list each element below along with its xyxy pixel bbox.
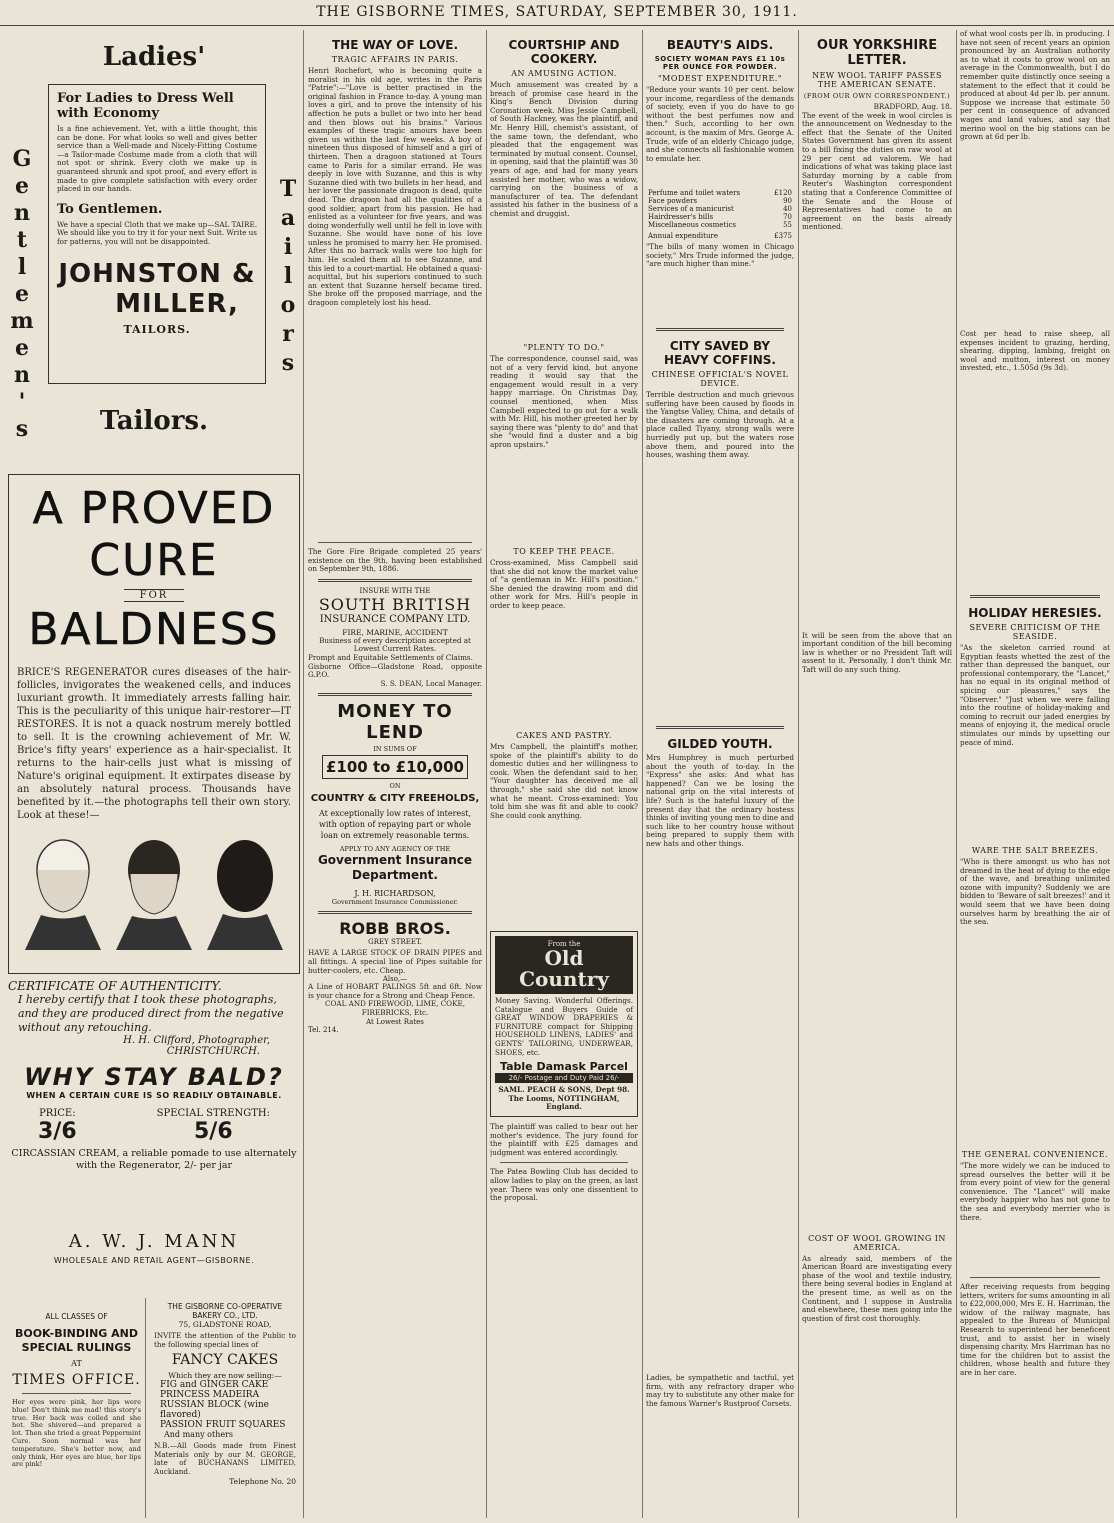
insurance-ad [308, 587, 482, 689]
bookbind-l2: BOOK-BINDING AND SPECIAL RULINGS [14, 1327, 139, 1354]
money-3: £100 to £10,000 [322, 755, 468, 779]
cert-place: CHRISTCHURCH. [166, 1046, 260, 1057]
bookbind-l1: ALL CLASSES OF [45, 1312, 108, 1321]
expenditure-amount: £120 [774, 189, 792, 197]
expenditure-item: Services of a manicurist [648, 205, 734, 213]
old-country-banner [495, 936, 633, 994]
fire-brigade-note: The Gore Fire Brigade completed 25 years' existence on the 9th, having been established on September 9th, 1886. [308, 547, 482, 574]
ladies-text: Is a fine achievement. Yet, with a little thought, this can be done. For what looks so well and gives better service than a Well-made and Nicely-Fitting Costume—a Tailor-made Costume made from a cloth that will not spot or shrink. Every cloth we make up is guaranteed shrunk and spot proof, and every effort is made to give complete satisfaction with every order placed in our hands. [57, 124, 257, 194]
article-beauty-2: "The bills of many women in Chicago society," Mrs Trude informed the judge, "are much higher than mine." [646, 243, 794, 269]
bookbinding-advertisement [8, 1298, 146, 1518]
ins-1: INSURE WITH THE [359, 586, 431, 595]
sub-wool-tariff: NEW WOOL TARIFF PASSES THE AMERICAN SENATE. [812, 71, 942, 89]
expenditure-row [646, 197, 794, 205]
column-5 [802, 30, 952, 1518]
price-block [38, 1108, 77, 1144]
bookbind-l4: TIMES OFFICE. [12, 1372, 141, 1388]
firm-sub: TAILORS. [123, 322, 191, 336]
agent-advertisement [8, 1205, 300, 1285]
article-courtship-1: Much amusement was created by a breach of promise case heard in the King's Bench Division during Coronation week. Miss Jessie Campbell, of South Hackney, was the plaintiff, and Mr. Henry Hill, chemist's assistant, of the same town, the defendant, who pleaded that the engagement was terminated by mutual consent. Counsel, in opening, said that the plaintiff was 30 years of age, and had for many years assisted her mother, who was a widow, carrying on the business of a manufacturer of tea. The defendant assisted his father in the business of a chemist and druggist. [490, 81, 638, 218]
robb-3: HAVE A LARGE STOCK OF DRAIN PIPES and all fittings. A special line of Pipes suitable for butter-coolers, etc. Cheap. [308, 948, 482, 975]
bookbind-l3: AT [71, 1359, 82, 1368]
bald-body: BRICE'S REGENERATOR cures diseases of the hair-follicles, invigorates the weakened cells, and induces luxuriant growth. It immediately arrests falling hair. This is the peculiarity of this unique hair-restorer—IT RESTORES. It is not a quack nostrum merely bottled to sell. It is the crowning achievement of Mr. W. Brice's fifty years' experience as a hair-specialist. It returns to the hair-cells just what is missing of Nature's original equipment. It extirpates disease by an absolutely natural process. Thousands have benefited by it.—the photographs tell their own story. Look at these!— [17, 667, 291, 821]
gentlemen-heading: To Gentlemen. [57, 201, 163, 217]
oc-price: 26/- Postage and Duty Paid 26/- [495, 1073, 633, 1083]
sub-modest: "MODEST EXPENDITURE." [657, 74, 783, 83]
article-yorkshire-3: As already said, members of the American Board are investigating every phase of the wool and textile industry, there being several bodies in England at the present time, as well as on the Continent, and I suppose in Australia and elsewhere, these men going into the question of first cost thoroughly. [802, 1253, 952, 1323]
article-courtship-3: Cross-examined, Miss Campbell said that she did not know the market value of "a gentleman in Mr. Hill's position." She denied the drawing room and did other work for Mrs. Hill's people in order to keep peace. [490, 559, 638, 610]
article-holiday-3: "The more widely we can be induced to spread ourselves the better will it be from every point of view for the general convenience. The "Lancet" will make everybody happier who has not gone to the sea and everybody merrier who is there. [960, 1162, 1110, 1222]
oc-from: From the [547, 940, 581, 948]
peppermint-verse: Her eyes were pink, her lips were blue! Don't think me mad! this story's true. Her back was coiled and she hot. She shivered—and prepared a lot. Then she tried a great Peppermint Cure. Soon normal was her temperature. She's better now, and only think, Her eyes are blue, her lips are pink! [12, 1398, 141, 1469]
money-6: At exceptionally low rates of interest, with option of repaying part or whole loan on extremely reasonable terms. [318, 809, 472, 841]
divider [318, 542, 472, 543]
column-2 [308, 30, 482, 1518]
oc-old: Old [544, 946, 584, 970]
sub-amusing-action: AN AMUSING ACTION. [511, 69, 617, 78]
divider [318, 693, 472, 696]
oc-address: SAML. PEACH & SONS, Dept 98. The Looms, NOTTINGHAM, England. [498, 1085, 630, 1112]
firm-name-1: JOHNSTON & [58, 258, 256, 289]
divider [970, 595, 1100, 598]
price-label: PRICE: [39, 1108, 76, 1119]
robb-bros-ad [308, 919, 482, 1033]
bakery-l10: And many others [164, 1430, 234, 1440]
expenditure-item: Perfume and toilet waters [648, 189, 741, 197]
special-label: SPECIAL STRENGTH: [156, 1108, 270, 1119]
tailors-vertical-text [275, 176, 301, 384]
bakery-l7: PRINCESS MADEIRA [160, 1390, 260, 1401]
expenditure-total-label: Annual expenditure [648, 232, 718, 240]
expenditure-amount: 40 [783, 205, 792, 213]
ins-2: SOUTH BRITISH [318, 594, 472, 614]
masthead: THE GISBORNE TIMES, SATURDAY, SEPTEMBER 30, 1911. [0, 4, 1114, 26]
oc-parcel: Table Damask Parcel [500, 1060, 628, 1074]
certificate-advertisement [8, 973, 300, 1208]
special-block [157, 1108, 270, 1144]
article-wool-cost-1: of what wool costs per lb. in producing. I have not seen of recent years an opinion pronounced by an Australian authority as to what it costs to grow wool on an average in the Commonwealth, but I do remember quite distinctly once seeing a statement to the effect that it could be produced at about 4d per lb. per annum. Suppose we increase that estimate 50 per cent in consequence of advanced wages and land values, and say that merino wool on the big stations can be grown at 6d per lb. [960, 30, 1110, 142]
price-value: 3/6 [38, 1119, 77, 1144]
sub-cakes-pastry: CAKES AND PASTRY. [516, 731, 612, 740]
corset-note: Ladies, be sympathetic and tactful, yet firm, with any refractory draper who may try to substitute any other make for the famous Warner's Rustproof Corsets. [646, 1373, 794, 1408]
bakery-l12: Telephone No. 20 [229, 1476, 296, 1486]
headline-courtship: COURTSHIP AND COOKERY. [508, 38, 620, 66]
sub-seaside: SEVERE CRITICISM OF THE SEASIDE. [969, 623, 1101, 641]
divider [656, 726, 784, 729]
divider [970, 1277, 1100, 1278]
robb-4: Also,— [382, 975, 408, 984]
tailors-advertisement [8, 36, 300, 476]
headline-yorkshire: OUR YORKSHIRE LETTER. [816, 38, 938, 68]
bakery-l6: FIG and GINGER CAKE [160, 1380, 269, 1391]
divider [318, 911, 472, 914]
column-3 [490, 30, 638, 1518]
agent-sub: WHOLESALE AND RETAIL AGENT—GISBORNE. [53, 1256, 255, 1265]
robb-1: ROBB BROS. [339, 919, 451, 939]
expenditure-row [646, 213, 794, 221]
ins-4: FIRE, MARINE, ACCIDENT [342, 627, 448, 637]
expenditure-amount: 70 [783, 213, 792, 221]
sub-keep-peace: TO KEEP THE PEACE. [513, 547, 615, 556]
ins-3: INSURANCE COMPANY LTD. [319, 613, 471, 625]
cert-title: CERTIFICATE OF AUTHENTICITY. [8, 979, 222, 993]
sub-general-convenience: THE GENERAL CONVENIENCE. [961, 1150, 1109, 1159]
bakery-l4: FANCY CAKES [171, 1352, 279, 1369]
bakery-advertisement [150, 1298, 300, 1518]
money-10: Government Insurance Commissioner. [331, 898, 459, 907]
money-1: MONEY TO LEND [337, 701, 453, 744]
column-rule [956, 30, 957, 1518]
article-courtship-4: Mrs Campbell, the plaintiff's mother, spoke of the plaintiff's ability to do domestic duties and her willingness to cook. When the defendant said to her, "Your daughter has deceived me all through," she said she did not know what he meant. Cross-examined: You told him she was fit and able to cook? She could cook anything. [490, 743, 638, 820]
bald-line-4: BALDNESS [28, 604, 280, 655]
ins-6: Prompt and Equitable Settlements of Claims. [308, 652, 473, 662]
cream-text: CIRCASSIAN CREAM, a reliable pomade to use alternately with the Regenerator, 2/- per jar [11, 1148, 297, 1171]
ins-8: S. S. DEAN, Local Manager. [380, 678, 482, 688]
expenditure-item: Hairdresser's bills [648, 213, 714, 221]
article-harriman: After receiving requests from begging letters, writers for sums amounting in all to £22,000,000, Mrs E. H. Harriman, the widow of the railway magnate, has appealed to the Bureau of Municipal Research to superintend her beneficent trust, and to assist her in wisely dispensing charity. Mrs Harriman has no time for the children but to assist the children, whose health and future they are in her care. [960, 1282, 1110, 1377]
ins-7: Gisborne Office—Gladstone Road, opposite G.P.O. [308, 661, 482, 680]
cert-text: I hereby certify that I took these photographs, and they are produced direct from the negative without any retouching. [18, 993, 284, 1034]
agent-name: A. W. J. MANN [68, 1231, 240, 1252]
expenditure-row [646, 189, 794, 197]
money-4: ON [389, 782, 401, 791]
special-value: 5/6 [193, 1119, 233, 1144]
vertical-tailors: Tailors [275, 176, 301, 379]
robb-8: Tel. 214. [308, 1025, 339, 1034]
old-country-ad [490, 931, 638, 1117]
expenditure-item: Miscellaneous cosmetics [648, 221, 736, 229]
article-yorkshire-2: It will be seen from the above that an important condition of the bill becoming law is whether or no President Taft will assent to it. Personally, I don't think Mr. Taft will do any such thing. [802, 631, 952, 674]
headline-gilded-youth: GILDED YOUTH. [667, 737, 773, 751]
robb-2: GREY STREET. [368, 938, 422, 947]
bald-line-3: FOR [124, 589, 184, 602]
article-beauty-1: "Reduce your wants 10 per cent. below your income, regardless of the demands of society, even if you do have to go without the best perfumes now and then." Such, according to her own account, is the maxim of Mrs. George A. Trude, wife of an elderly Chicago judge, and she connects all fashionable women to emulate her. [646, 86, 794, 163]
article-way-of-love: Henri Rochefort, who is becoming quite a moralist in his old age, writes in the Paris "Patrie":—"Love is better practised in the original fashion in France to-day. A young man loves a girl, and to prove the intensity of his affection he puts a bullet or two into her head and then blows out his brains." Various examples of these tragic amours have been given us within the last few weeks. A boy of nineteen thus disposed of himself and a girl of thirteen. Then a dragoon stationed at Tours came to Paris for a similar errand. He was deeply in love with Suzanne, and this is why Suzanne died with two bullets in her head, and her lover the passionate dragoon is dead, quite dead. The dragoon had all the qualities of a good soldier, apart from his passion. He had enlisted as a volunteer for five years, and was doing wonderfully well until he fell in love with Suzanne. She would have none of his love unless he promised to marry her. He promised. After this no barrack walls were too high for him. He scaled them all to see Suzanne, and this led to a court-martial. He obtained a quasi-acquittal, but his superiors continued to such an extent that Suzanne herself became tired. She broke off the proposed marriage, and the dragoon completely lost his head. [308, 67, 482, 308]
gentlemens-vertical-text [9, 146, 35, 448]
oc-body: Money Saving. Wonderful Offerings. Catalogue and Buyers Guide of GREAT WINDOW DRAPERIES & FURNITURE compact for Shipping HOUSEHOLD LINENS, LADIES' and GENTS' TAILORING, UNDERWEAR, SHOES, etc. [495, 996, 633, 1057]
bakery-l2: 75, GLADSTONE ROAD, [178, 1320, 272, 1329]
column-rule [486, 30, 487, 1518]
ins-5: Business of every description accepted at Lowest Current Rates. [319, 635, 471, 654]
vertical-gentlemens: Gentlemen's [9, 146, 35, 443]
ladies-box [48, 84, 266, 384]
money-to-lend-ad [308, 701, 482, 906]
before-after-photos [17, 830, 291, 950]
bakery-l8: RUSSIAN BLOCK (wine flavored) [160, 1400, 269, 1421]
cert-signature: H. H. Clifford, Photographer, [123, 1035, 270, 1046]
ladies-title: Ladies' [102, 42, 206, 72]
robb-6: COAL AND FIREWOOD, LIME, COKE, FIREBRICKS, Etc. [325, 999, 465, 1017]
money-9: J. H. RICHARDSON, [354, 889, 436, 899]
robb-7: At Lowest Rates [366, 1017, 424, 1026]
headline-coffins: CITY SAVED BY HEAVY COFFINS. [664, 339, 776, 367]
article-courtship-2: The correspondence, counsel said, was not of a very fervid kind, but anyone reading it would say that the engagement would result in a very happy marriage. On Christmas Day, counsel mentioned, when Miss Campbell expected to go out for a walk with Mr. Hill, his mother greeted her by saying there was "plenty to do" and that she "would find a duster and a big apron upstairs." [490, 355, 638, 449]
bowling-note: The Patea Bowling Club has decided to allow ladies to play on the green, as last year. There was only one dissentient to the proposal. [490, 1167, 638, 1203]
bakery-l5: Which they are now selling:— [168, 1371, 282, 1381]
money-5: COUNTRY & CITY FREEHOLDS, [310, 793, 480, 805]
article-yorkshire-1: The event of the week in wool circles is the announcement on Wednesday to the effect that the Senate of the United States Government has given its assent to a bill fixing the duties on raw wool at 29 per cent ad valorem. We had indications of what was taking place last Saturday morning by a cable from Reuter's Washington correspondent stating that a Conference Committee of the Senate and the House of Representatives had come to an agreement on the basis already mentioned. [802, 111, 952, 232]
bald-line-2: CURE [89, 535, 219, 586]
article-gilded-youth: Mrs Humphrey is much perturbed about the youth of to-day. In the "Express" she asks: And what has happened? Can we be losing the national grip on the vital interests of life? Such is the hateful luxury of the present day that the ordinary hostess thinks of inviting young men to dine and such like to her country house without being prepared to supply them with new hats and other things. [646, 754, 794, 848]
sub-tragic-affairs: TRAGIC AFFAIRS IN PARIS. [331, 55, 459, 64]
article-holiday-2: "Who is there amongst us who has not dreamed in the heat of dying to the edge of the wave, and breathing unlimited ozone with impunity? Suddenly we are bidden to 'Beware of salt breezes!' and it would seem that we have been doing ourselves harm by breathing the air of the sea. [960, 858, 1110, 927]
divider [22, 1393, 131, 1394]
article-courtship-5: The plaintiff was called to bear out her mother's evidence. The jury found for the plaintiff with £25 damages and judgment was entered accordingly. [490, 1121, 638, 1157]
dateline: BRADFORD, Aug. 18. [873, 102, 952, 111]
sub-correspondent: (FROM OUR OWN CORRESPONDENT.) [803, 92, 951, 100]
bakery-l11: N.B.—All Goods made from Finest Materials only by our M. GEORGE, late of BUCHANANS LIMITED, Auckland. [154, 1441, 296, 1476]
money-2: IN SUMS OF [373, 745, 417, 754]
gentlemen-text: We have a special Cloth that we make up—SAL TAIRE. We should like you to try it for your next Suit. Write us for patterns, you will not be disappointed. [57, 219, 257, 246]
bald-line-1: A PROVED [32, 483, 276, 534]
why-sub: WHEN A CERTAIN CURE IS SO READILY OBTAINABLE. [26, 1091, 282, 1100]
price-row [8, 1100, 300, 1144]
ladies-heading: For Ladies to Dress Well with Economy [57, 91, 234, 121]
why-stay-bald: WHY STAY BALD? [24, 1063, 284, 1091]
robb-5: A Line of HOBART PALINGS 5ft and 6ft. Now is your chance for a Strong and Cheap Fence. [308, 982, 482, 1000]
headline-beauty: BEAUTY'S AIDS. [666, 38, 774, 52]
expenditure-amount: 90 [783, 197, 792, 205]
tailors-footer: Tailors. [99, 406, 209, 436]
bakery-l3: INVITE the attention of the Public to the following special lines of [154, 1331, 296, 1349]
column-rule [798, 30, 799, 1518]
divider [318, 579, 472, 582]
expenditure-amount: 55 [783, 221, 792, 229]
article-wool-cost-2: Cost per head to raise sheep, all expenses incident to grazing, herding, shearing, dipping, lambing, freight on wool and mutton, interest on money invested, etc., 1.505d (9s 3d). [960, 330, 1110, 373]
article-holiday-1: "As the skeleton carried round at Egyptian feasts whetted the zest of the rather than depressed the banquet, our professional contemporary, the "Lancet," has no equal in its original method of spicing our pleasures," says the "Observer." "Just when we were falling into the routine of holiday-making and coming to recruit our jaded energies by means of enjoying it, the medical oracle stimulates our minds by upsetting our peace of mind. [960, 644, 1110, 747]
money-8: Government Insurance Department. [317, 853, 473, 883]
baldness-cure-advertisement [8, 474, 300, 974]
hair-back-photo [203, 830, 287, 950]
article-coffins: Terrible destruction and much grievous suffering have been caused by floods in the Yangtse Valley, China, and details of the disasters are coming through. At a place called Tiyany, strong walls were hurriedly put up, but the waters rose above them, and poured into the houses, washing them away. [646, 391, 794, 460]
column-4 [646, 30, 794, 1518]
firm-name-2: MILLER, [115, 288, 239, 319]
expenditure-table [646, 189, 794, 229]
expenditure-item: Face powders [648, 197, 698, 205]
expenditure-row [646, 205, 794, 213]
bald-head-photo [21, 830, 105, 950]
divider [500, 1162, 628, 1163]
sub-plenty-to-do: "PLENTY TO DO." [523, 343, 605, 352]
oc-country: Country [519, 967, 609, 991]
divider [656, 328, 784, 331]
headline-way-of-love: THE WAY OF LOVE. [331, 38, 459, 52]
bakery-l1: THE GISBORNE CO-OPERATIVE BAKERY CO., LTD. [167, 1302, 283, 1320]
column-rule [303, 30, 304, 1518]
headline-holiday: HOLIDAY HERESIES. [968, 606, 1102, 620]
sub-salt-breezes: WARE THE SALT BREEZES. [971, 846, 1099, 855]
bakery-l9: PASSION FRUIT SQUARES [160, 1420, 286, 1431]
expenditure-total-row [646, 232, 794, 240]
sub-cost-wool: COST OF WOOL GROWING IN AMERICA. [808, 1233, 946, 1252]
sub-chinese-official: CHINESE OFFICIAL'S NOVEL DEVICE. [651, 370, 789, 388]
hair-head-photo [112, 830, 196, 950]
sub-society-woman: SOCIETY WOMAN PAYS £1 10s PER OUNCE FOR POWDER. [654, 55, 786, 71]
column-rule [642, 30, 643, 1518]
column-6 [960, 30, 1110, 1518]
expenditure-total: £375 [774, 232, 792, 240]
expenditure-row [646, 221, 794, 229]
money-7: APPLY TO ANY AGENCY OF THE [339, 845, 451, 854]
